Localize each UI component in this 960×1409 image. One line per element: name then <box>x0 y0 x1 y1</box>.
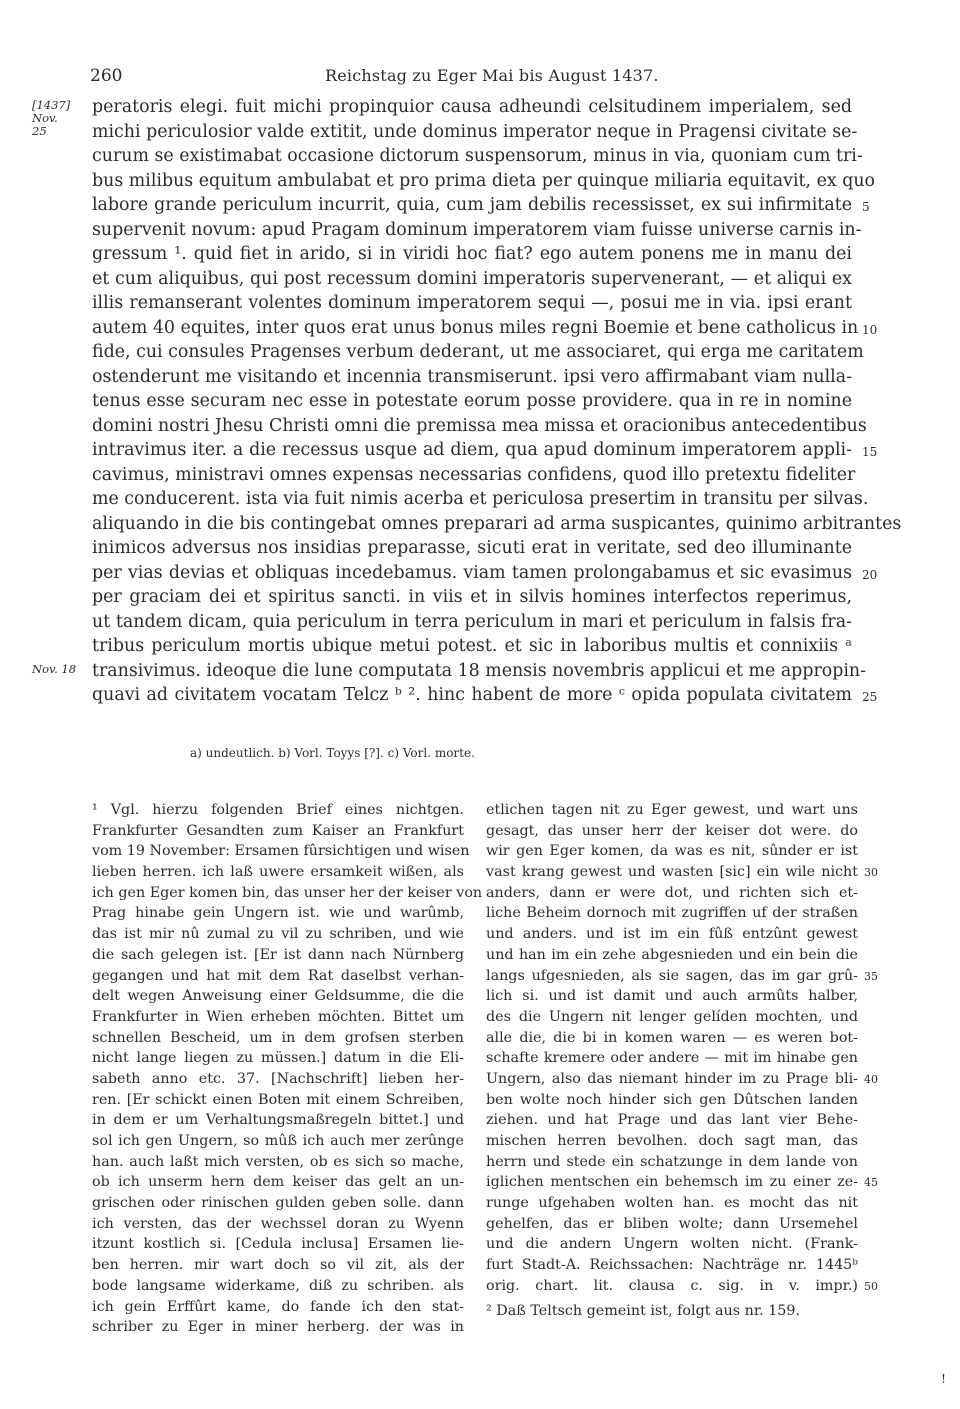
line-text: domini nostri Jhesu Christi omni die premissa mea missa et oracionibus antecedentibus <box>92 415 867 436</box>
text-line <box>92 389 852 414</box>
text-line <box>92 414 867 439</box>
footnote-line <box>486 1172 878 1193</box>
line-number: 30 <box>864 866 878 880</box>
line-number: 25 <box>862 690 878 704</box>
footnote-text: ben wolte noch hinder sich gen Dûtschen landen <box>486 1091 858 1108</box>
footnote-line <box>486 1131 858 1152</box>
footnote-line <box>486 1214 858 1235</box>
line-number: 50 <box>864 1279 878 1293</box>
footnote-text: orig. chart. lit. clausa c. sig. in v. impr.) <box>486 1277 858 1294</box>
footnote-line <box>486 1048 858 1069</box>
text-line <box>92 242 852 267</box>
footnote-text: vast krang gewest und wasten [sic] ein wile nicht <box>486 864 858 881</box>
line-text: transivimus. ideoque die lune computata 18 mensis novembris applicui et me appropin- <box>92 660 867 681</box>
line-text: ostenderunt me visitando et incennia transmiserunt. ipsi vero affirmabant viam nulla- <box>92 366 852 387</box>
footnote-line <box>486 1234 858 1255</box>
line-text: michi periculosior valde extitit, unde dominus imperator neque in Pragensi civitate se- <box>92 121 858 142</box>
page-header <box>90 66 850 90</box>
footnote-line: schriber zu Eger in miner herberg. der was in <box>92 1319 464 1336</box>
footnote-line: nicht lange liegen zu müssen.] datum in die Eli- <box>92 1050 464 1067</box>
footnote-line: ren. [Er schickt einen Boten mit einem Schreiben, <box>92 1091 464 1108</box>
line-number: 45 <box>864 1176 878 1190</box>
footnote-line: Frankfurter in Wien erheben möchten. Bittet um <box>92 1008 464 1025</box>
line-text: intravimus iter. a die recessus usque ad diem, qua apud dominum imperatorem appli- <box>92 440 852 460</box>
text-line <box>92 561 878 586</box>
footnote-line: sabeth anno etc. 37. [Nachschrift] lieben her- <box>92 1070 464 1087</box>
footnote-text: alle die, die bi in komen waren — es weren bot- <box>486 1029 858 1046</box>
footnote-text: ziehen. und hat Prage und das lant vier Behe- <box>486 1112 858 1129</box>
text-line <box>92 193 870 218</box>
line-text: curum se existimabat occasione dictorum suspensorum, minus in via, quoniam cum tri- <box>92 146 863 166</box>
footnote-line: grischen oder rinischen gulden geben solle. dann <box>92 1195 464 1212</box>
footnote-line <box>486 883 858 904</box>
text-line <box>92 120 858 145</box>
footnote-text: gehelfen, das er bliben wolte; dann Ursemehel <box>486 1215 858 1232</box>
footnote-line <box>486 1069 878 1090</box>
text-line <box>92 365 852 390</box>
footnote-line <box>486 1090 858 1111</box>
line-text: labore grande periculum incurrit, quia, cum jam debilis recessisset, ex sui infirmitate <box>92 195 852 215</box>
footnote-line <box>486 1301 858 1322</box>
footnote-line: itzunt kostlich si. [Cedula inclusa] Ersamen lie- <box>92 1236 464 1253</box>
page-number: 260 <box>90 66 123 86</box>
footnote-text: wir gen Eger komen, da was es nit, sûnder er ist <box>486 843 858 860</box>
line-text: inimicos adversus nos insidias preparasse, sicuti erat in veritate, sed deo illuminante <box>92 538 852 558</box>
footnote-line <box>486 821 858 842</box>
footnote-line: die sach gelegen ist. [Er ist dann nach Nürnberg <box>92 946 464 963</box>
footnote-text: etlichen tagen nit zu Eger gewest, und wart uns <box>486 802 858 818</box>
text-line <box>92 610 852 635</box>
footnote-text: furt Stadt-A. Reichssachen: Nachträge nr. 1445ᵇ <box>486 1257 858 1274</box>
footnote-line: han. auch laßt mich versten, ob es sich so mache, <box>92 1153 464 1170</box>
footnote-line <box>486 1028 858 1049</box>
footnote-line <box>486 945 858 966</box>
footnote-text: Ungern, also das niemant hinder im zu Prage bli- <box>486 1070 858 1087</box>
line-text: per graciam dei et spiritus sancti. in viis et in silvis homines interfectos reperimus, <box>92 587 852 607</box>
line-text: illis remanserant volentes dominum imperatorem sequi —, posui me in via. ipsi erant <box>92 293 852 313</box>
text-line <box>92 316 878 341</box>
footnote-text: ² Daß Teltsch gemeint ist, folgt aus nr. 159. <box>486 1302 801 1319</box>
footnote-line <box>486 986 858 1007</box>
footnote-text: des die Ungern nit lenger gelíden mochten, und <box>486 1008 858 1025</box>
footnote-line <box>486 924 858 945</box>
footnote-line <box>486 800 858 821</box>
line-text: quavi ad civitatem vocatam Telcz ᵇ ². hinc habent de more ᶜ opida populata civitatem <box>92 685 852 705</box>
line-number: 35 <box>864 969 878 983</box>
line-text: et cum aliquibus, qui post recessum domini imperatoris supervenerant, — et aliqui ex <box>92 268 852 289</box>
footnote-line: lieben herren. ich laß uwere ersamkeit wißen, als <box>92 864 464 881</box>
footnote-line <box>486 1110 858 1131</box>
footnote-line: ich gein Erffûrt kame, do fande ich den stat- <box>92 1298 464 1315</box>
line-text: ut tandem dicam, quia periculum in terra periculum in mari et periculum in falsis fra- <box>92 611 852 632</box>
line-text: supervenit novum: apud Pragam dominum imperatorem viam fuisse universe carnis in- <box>92 219 862 240</box>
footnote-line <box>486 1152 858 1173</box>
text-line <box>92 218 862 243</box>
text-line <box>92 144 863 169</box>
main-text-body <box>32 95 902 708</box>
footnote-text: liche Beheim dornoch mit zugriffen uf der straßen <box>486 905 858 922</box>
footnote-line <box>486 966 878 987</box>
margin-date-note: [1437] Nov. 25 <box>32 98 71 138</box>
footnote-text: herrn und stede ein schatzunge in dem lande von <box>486 1153 858 1170</box>
footnote-line <box>486 1255 858 1276</box>
text-line <box>32 659 867 684</box>
footnote-text: langs ufgesnieden, als sie sagen, das im gar grû- <box>486 967 858 984</box>
line-text: per vias devias et obliquas incedebamus. viam tamen prolongabamus et sic evasimus <box>92 562 852 583</box>
stray-mark: ! <box>941 1372 946 1386</box>
footnote-column-right <box>486 800 878 1321</box>
line-text: autem 40 equites, inter quos erat unus bonus miles regni Boemie et bene catholicus in <box>92 317 859 338</box>
line-text: me conducerent. ista via fuit nimis acerba et periculosa presertim in transitu per silvas. <box>92 489 869 509</box>
footnote-text: anders, dann er were dot, und richten sich et- <box>486 884 858 901</box>
footnote-line <box>486 1193 858 1214</box>
line-text: cavimus, ministravi omnes expensas necessarias confidens, quod illo pretextu fideliter <box>92 464 856 485</box>
text-line <box>92 463 856 488</box>
line-text: peratoris elegi. fuit michi propinquior causa adheundi celsitudinem imperialem, sed <box>92 97 852 117</box>
text-line <box>92 536 852 561</box>
line-number: 15 <box>862 445 878 459</box>
footnote-line <box>486 903 858 924</box>
text-line <box>92 340 864 365</box>
line-number: 40 <box>864 1072 878 1086</box>
line-number: 10 <box>862 322 878 337</box>
margin-date-note: Nov. 18 <box>32 661 77 676</box>
footnote-column-left <box>92 800 483 1338</box>
text-line <box>92 683 878 708</box>
footnote-line: Prag hinabe gein Ungern ist. wie und warûmb, <box>92 905 464 922</box>
line-text: bus milibus equitum ambulabat et pro prima dieta per quinque miliaria equitavit, ex quo <box>92 170 876 191</box>
line-text: aliquando in die bis contingebat omnes preparari ad arma suspicantes, quinimo arbitrantes <box>92 513 902 534</box>
text-line <box>92 438 878 463</box>
footnote-line: ben herren. mir wart doch so vil zit, als der <box>92 1257 464 1274</box>
line-number: 20 <box>862 567 878 582</box>
footnote-line: in dem er um Verhaltungsmaßregeln bittet.] und <box>92 1112 464 1129</box>
text-line <box>92 512 902 537</box>
footnote-line: schnellen Bescheid, um in dem grofsen sterben <box>92 1029 464 1046</box>
footnote-line: vom 19 November: Ersamen fûrsichtigen und wisen <box>92 843 470 860</box>
footnote-text: runge ufgehaben wolten han. es mocht das nit <box>486 1195 858 1212</box>
footnote-line: bode langsame widerkame, diß zu schriben. als <box>92 1277 464 1294</box>
footnote-text: iglichen mentschen ein behemsch im zu einer ze- <box>486 1174 858 1191</box>
line-text: gressum ¹. quid fiet in arido, si in viridi hoc fiat? ego autem ponens me in manu dei <box>92 244 852 264</box>
footnote-text: schafte kremere oder andere — mit im hinabe gen <box>486 1050 858 1067</box>
text-line <box>92 585 852 610</box>
text-line <box>92 267 852 292</box>
line-text: fide, cui consules Pragenses verbum dederant, ut me associaret, qui erga me caritatem <box>92 342 864 362</box>
footnote-line <box>486 841 858 862</box>
footnote-line: delt wegen Anweisung einer Geldsumme, die die <box>92 988 464 1005</box>
text-line <box>92 169 876 194</box>
running-title: Reichstag zu Eger Mai bis August 1437. <box>325 66 659 85</box>
text-line <box>92 634 852 659</box>
footnote-line: gegangen und hat mit dem Rat daselbst verhan- <box>92 967 464 984</box>
line-text: tribus periculum mortis ubique metui potest. et sic in laboribus multis et connixiis ᵃ <box>92 636 852 656</box>
footnote-line <box>486 1276 878 1297</box>
text-line <box>92 487 869 512</box>
footnote-text: gesagt, das unser herr der keiser dot were. do <box>486 822 858 839</box>
text-line <box>92 291 852 316</box>
footnote-text: und han im ein zehe abgesnieden und ein bein die <box>486 946 858 963</box>
line-number: 5 <box>862 200 870 214</box>
footnote-line <box>486 862 878 883</box>
footnote-line: ich gen Eger komen bin, das unser her der keiser von <box>92 884 483 901</box>
footnote-text: lich si. und ist damit und auch armûts halber, <box>486 988 858 1005</box>
footnote-line: ¹ Vgl. hierzu folgenden Brief eines nichtgen. <box>92 802 464 818</box>
critical-apparatus: a) undeutlich. b) Vorl. Toyys [?]. c) Vorl. morte. <box>190 746 475 760</box>
footnote-line: ich versten, das der wechssel doran zu Wyenn <box>92 1215 464 1232</box>
line-text: tenus esse securam nec esse in potestate eorum posse providere. qua in re in nomine <box>92 391 852 411</box>
footnote-line: Frankfurter Gesandten zum Kaiser an Frankfurt <box>92 822 464 839</box>
footnote-line: ob ich unserm hern dem keiser das gelt an un- <box>92 1174 464 1191</box>
footnote-text: mischen herren bevolhen. doch sagt man, das <box>486 1133 858 1149</box>
footnote-line <box>486 1007 858 1028</box>
footnote-line: das ist mir nû zumal zu vil zu schriben, und wie <box>92 926 464 943</box>
footnote-text: und die andern Ungern wolten nicht. (Frank- <box>486 1236 858 1253</box>
footnote-line: sol ich gen Ungern, so mûß ich auch mer zerûnge <box>92 1133 464 1149</box>
footnote-text: und anders. und ist im ein fûß entzûnt gewest <box>486 926 858 943</box>
